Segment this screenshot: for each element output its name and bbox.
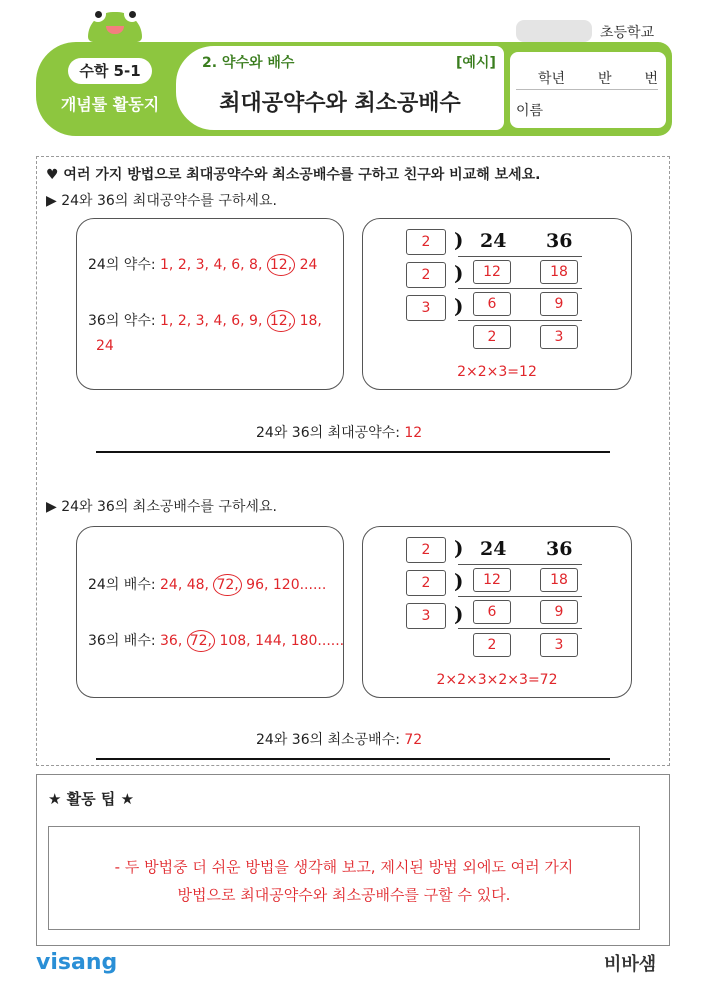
division-rule xyxy=(458,320,582,321)
class-label: 반 xyxy=(598,71,612,87)
dividend-36: 36 xyxy=(546,230,573,252)
circled-common-multiple: 72, xyxy=(187,630,215,652)
grade-class-number-row xyxy=(538,68,658,88)
divisor-box: 3 xyxy=(406,295,446,321)
division-bracket: ) xyxy=(454,294,464,318)
quotient-box: 9 xyxy=(540,600,578,624)
divisors-24: 1, 2, 3, 4, 6, 8, xyxy=(160,257,263,273)
division-rule xyxy=(458,288,582,289)
lcm-line-36 xyxy=(88,630,344,652)
quotient-box: 18 xyxy=(540,568,578,592)
gcd-answer xyxy=(256,422,422,442)
tip-title: ★ 활동 팁 ★ xyxy=(48,790,135,808)
quotient-box: 6 xyxy=(473,600,511,624)
lcm-multiple-list-box xyxy=(76,526,344,698)
division-bracket: ) xyxy=(454,261,464,285)
quotient-box: 18 xyxy=(540,260,578,284)
gcd-divisor-list-box xyxy=(76,218,344,390)
lcm-answer-line xyxy=(96,758,610,760)
gcd-answer-line xyxy=(96,451,610,453)
gcd-line-24 xyxy=(88,254,317,276)
tip-content-box xyxy=(48,826,640,930)
number-label: 번 xyxy=(644,71,658,87)
name-label: 이름 xyxy=(516,103,544,119)
gcd-answer-value: 12 xyxy=(404,425,423,441)
division-rule xyxy=(458,564,582,565)
unit-label: 2. 약수와 배수 xyxy=(202,55,295,71)
divisors-36-end: 18, xyxy=(299,313,322,329)
gcd-line-36 xyxy=(88,310,322,332)
lcm-answer xyxy=(256,729,422,749)
quotient-box: 3 xyxy=(540,633,578,657)
division-rule xyxy=(458,628,582,629)
division-bracket: ) xyxy=(454,602,464,626)
dividend-24: 24 xyxy=(480,538,507,560)
school-label: 초등학교 xyxy=(600,25,655,41)
divisor-box: 2 xyxy=(406,570,446,596)
division-bracket: ) xyxy=(454,569,464,593)
gcd-formula: 2×2×3=12 xyxy=(457,364,537,380)
sheet-type-label: 개념툴 활동지 xyxy=(60,95,160,114)
dividend-36: 36 xyxy=(546,538,573,560)
dividend-24: 24 xyxy=(480,230,507,252)
multiples-36: 36, xyxy=(160,633,183,649)
tip-line-1: - 두 방법중 더 쉬운 방법을 생각해 보고, 제시된 방법 외에도 여러 가지 xyxy=(114,858,574,876)
multiples-24-end: 96, 120...... xyxy=(246,577,327,593)
quotient-box: 9 xyxy=(540,292,578,316)
circled-common-multiple: 72, xyxy=(213,574,241,596)
school-name-field[interactable] xyxy=(516,20,592,42)
divisor-box: 2 xyxy=(406,262,446,288)
lcm-line-24 xyxy=(88,574,326,596)
division-bracket: ) xyxy=(454,536,464,560)
page-title: 최대공약수와 최소공배수 xyxy=(219,91,461,116)
tip-line-2: 방법으로 최대공약수와 최소공배수를 구할 수 있다. xyxy=(177,886,511,904)
circled-common-divisor: 12, xyxy=(267,254,295,276)
divisor-label-36: 36의 약수: xyxy=(88,313,156,329)
multiple-label-36: 36의 배수: xyxy=(88,633,156,649)
quotient-box: 3 xyxy=(540,325,578,349)
division-bracket: ) xyxy=(454,228,464,252)
quotient-box: 2 xyxy=(473,325,511,349)
lcm-answer-label: 24와 36의 최소공배수: xyxy=(256,732,400,748)
divisor-box: 2 xyxy=(406,537,446,563)
quotient-box: 2 xyxy=(473,633,511,657)
lcm-prompt: ▶ 24와 36의 최소공배수를 구하세요. xyxy=(46,499,277,515)
grade-label: 학년 xyxy=(538,71,566,87)
quotient-box: 12 xyxy=(473,260,511,284)
multiples-24: 24, 48, xyxy=(160,577,209,593)
gcd-prompt: ▶ 24와 36의 최대공약수를 구하세요. xyxy=(46,193,277,209)
quotient-box: 12 xyxy=(473,568,511,592)
divisors-24-end: 24 xyxy=(299,257,318,273)
frog-mascot-icon xyxy=(88,12,142,42)
division-rule xyxy=(458,596,582,597)
divisor-box: 3 xyxy=(406,603,446,629)
example-tag: [예시] xyxy=(456,55,496,71)
divisor-label-24: 24의 약수: xyxy=(88,257,156,273)
divisor-box: 2 xyxy=(406,229,446,255)
multiple-label-24: 24의 배수: xyxy=(88,577,156,593)
bibasam-logo: 비바샘 xyxy=(604,954,657,975)
subject-badge: 수학 5-1 xyxy=(68,58,152,84)
info-divider xyxy=(516,89,658,90)
lcm-formula: 2×2×3×2×3=72 xyxy=(436,672,558,688)
lcm-answer-value: 72 xyxy=(404,732,423,748)
multiples-36-end: 108, 144, 180...... xyxy=(219,633,345,649)
divisors-36-wrap: 24 xyxy=(96,338,114,354)
quotient-box: 6 xyxy=(473,292,511,316)
division-rule xyxy=(458,256,582,257)
divisors-36: 1, 2, 3, 4, 6, 9, xyxy=(160,313,263,329)
circled-common-divisor: 12, xyxy=(267,310,295,332)
gcd-answer-label: 24와 36의 최대공약수: xyxy=(256,425,400,441)
visang-logo: visang xyxy=(36,950,118,975)
instruction-text: ♥ 여러 가지 방법으로 최대공약수와 최소공배수를 구하고 친구와 비교해 보세요. xyxy=(46,167,541,183)
